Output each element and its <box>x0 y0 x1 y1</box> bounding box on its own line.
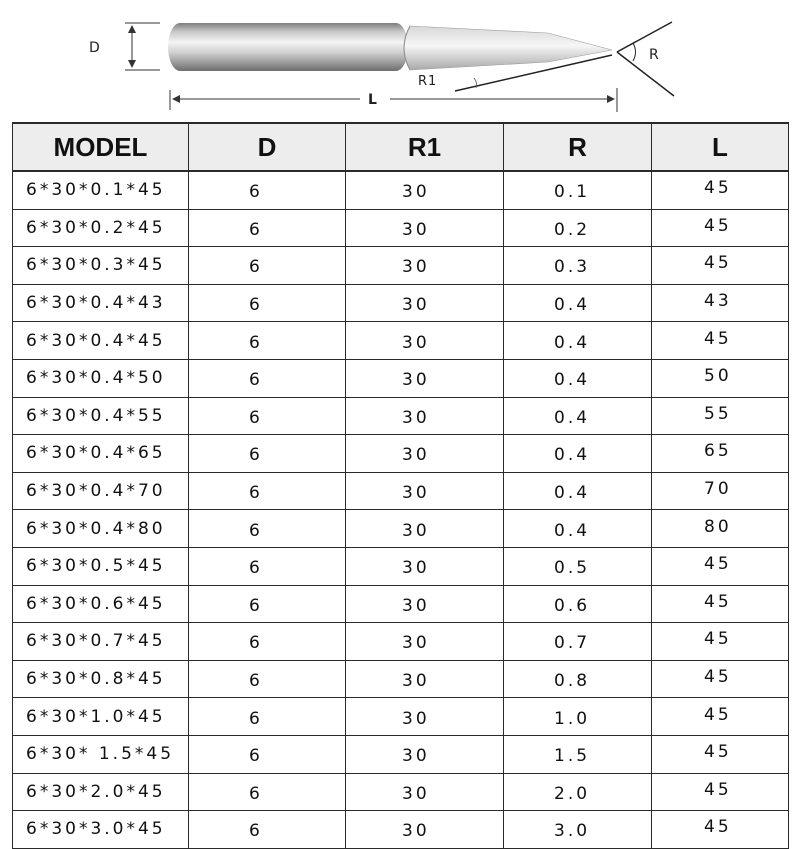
d-cell: 6 <box>189 322 346 360</box>
diameter-dimension <box>125 23 160 70</box>
model-cell: 6*30*0.4*65 <box>13 435 189 473</box>
d-cell: 6 <box>189 284 346 322</box>
l-cell: 45 <box>652 171 789 209</box>
r1-cell: 30 <box>346 547 504 585</box>
l-cell: 50 <box>652 359 789 397</box>
l-cell: 43 <box>652 284 789 322</box>
label-r: R <box>649 47 659 63</box>
model-cell: 6*30*2.0*45 <box>13 773 189 811</box>
table-row <box>13 698 789 736</box>
l-cell: 45 <box>652 698 789 736</box>
l-cell: 70 <box>652 472 789 510</box>
table-row <box>13 585 789 623</box>
model-cell: 6*30*3.0*45 <box>13 811 189 849</box>
model-cell: 6*30*0.4*50 <box>13 359 189 397</box>
table-row <box>13 397 789 435</box>
header-r: R <box>504 123 652 171</box>
l-cell: 45 <box>652 811 789 849</box>
model-cell: 6*30*0.2*45 <box>13 209 189 247</box>
spec-table <box>12 122 789 849</box>
table-row <box>13 247 789 285</box>
r-cell: 0.4 <box>504 284 652 322</box>
engraving-bit-diagram <box>0 0 800 120</box>
r1-cell: 30 <box>346 472 504 510</box>
d-cell: 6 <box>189 585 346 623</box>
r-cell: 0.8 <box>504 660 652 698</box>
d-cell: 6 <box>189 397 346 435</box>
model-cell: 6*30*0.1*45 <box>13 171 189 209</box>
table-row <box>13 811 789 849</box>
d-cell: 6 <box>189 660 346 698</box>
model-cell: 6*30*0.4*70 <box>13 472 189 510</box>
l-cell: 45 <box>652 547 789 585</box>
d-cell: 6 <box>189 171 346 209</box>
l-cell: 45 <box>652 585 789 623</box>
model-cell: 6*30*0.6*45 <box>13 585 189 623</box>
r-cell: 0.3 <box>504 247 652 285</box>
model-cell: 6*30*0.5*45 <box>13 547 189 585</box>
table-row <box>13 171 789 209</box>
model-cell: 6*30*0.3*45 <box>13 247 189 285</box>
d-cell: 6 <box>189 247 346 285</box>
d-cell: 6 <box>189 547 346 585</box>
table-row <box>13 472 789 510</box>
table-body <box>13 171 789 848</box>
header-model: MODEL <box>13 123 189 171</box>
r-cell: 0.2 <box>504 209 652 247</box>
d-cell: 6 <box>189 472 346 510</box>
label-l: L <box>368 92 377 108</box>
r-cell: 0.4 <box>504 359 652 397</box>
r-cell: 0.4 <box>504 435 652 473</box>
r-cell: 0.1 <box>504 171 652 209</box>
table-row <box>13 623 789 661</box>
table-row <box>13 735 789 773</box>
table-row <box>13 510 789 548</box>
r-cell: 0.4 <box>504 510 652 548</box>
l-cell: 45 <box>652 209 789 247</box>
d-cell: 6 <box>189 435 346 473</box>
l-cell: 45 <box>652 660 789 698</box>
l-cell: 45 <box>652 735 789 773</box>
r1-cell: 30 <box>346 698 504 736</box>
model-cell: 6*30*0.4*43 <box>13 284 189 322</box>
r1-cell: 30 <box>346 773 504 811</box>
r1-cell: 30 <box>346 284 504 322</box>
l-cell: 45 <box>652 247 789 285</box>
header-l: L <box>652 123 789 171</box>
l-cell: 45 <box>652 623 789 661</box>
r-cell: 3.0 <box>504 811 652 849</box>
table-row <box>13 773 789 811</box>
bit-tip <box>404 26 612 70</box>
d-cell: 6 <box>189 773 346 811</box>
r-cell: 2.0 <box>504 773 652 811</box>
d-cell: 6 <box>189 359 346 397</box>
header-d: D <box>189 123 346 171</box>
table-row <box>13 322 789 360</box>
r1-cell: 30 <box>346 623 504 661</box>
r1-cell: 30 <box>346 435 504 473</box>
r1-cell: 30 <box>346 359 504 397</box>
r1-cell: 30 <box>346 510 504 548</box>
r-cell: 1.0 <box>504 698 652 736</box>
label-d: D <box>89 40 100 56</box>
header-r1: R1 <box>346 123 504 171</box>
l-cell: 45 <box>652 773 789 811</box>
l-cell: 65 <box>652 435 789 473</box>
r1-cell: 30 <box>346 660 504 698</box>
r-angle-indicator <box>617 22 674 96</box>
table-row <box>13 209 789 247</box>
table-row <box>13 435 789 473</box>
model-cell: 6*30* 1.5*45 <box>13 735 189 773</box>
d-cell: 6 <box>189 510 346 548</box>
r-cell: 0.7 <box>504 623 652 661</box>
r1-cell: 30 <box>346 397 504 435</box>
bit-shank <box>168 23 408 71</box>
r-cell: 0.6 <box>504 585 652 623</box>
d-cell: 6 <box>189 698 346 736</box>
table-row <box>13 660 789 698</box>
table-header-row <box>13 123 789 171</box>
model-cell: 6*30*1.0*45 <box>13 698 189 736</box>
r1-cell: 30 <box>346 247 504 285</box>
l-cell: 45 <box>652 322 789 360</box>
r-cell: 0.4 <box>504 397 652 435</box>
table-row <box>13 359 789 397</box>
table-row <box>13 284 789 322</box>
l-cell: 55 <box>652 397 789 435</box>
model-cell: 6*30*0.4*45 <box>13 322 189 360</box>
label-r1: R1 <box>418 74 438 89</box>
table-row <box>13 547 789 585</box>
r1-cell: 30 <box>346 322 504 360</box>
r1-cell: 30 <box>346 735 504 773</box>
r1-cell: 30 <box>346 811 504 849</box>
model-cell: 6*30*0.4*55 <box>13 397 189 435</box>
d-cell: 6 <box>189 811 346 849</box>
model-cell: 6*30*0.4*80 <box>13 510 189 548</box>
d-cell: 6 <box>189 209 346 247</box>
length-dimension <box>170 88 617 112</box>
r-cell: 0.4 <box>504 472 652 510</box>
r-cell: 0.4 <box>504 322 652 360</box>
r1-cell: 30 <box>346 171 504 209</box>
model-cell: 6*30*0.8*45 <box>13 660 189 698</box>
d-cell: 6 <box>189 735 346 773</box>
model-cell: 6*30*0.7*45 <box>13 623 189 661</box>
r-cell: 0.5 <box>504 547 652 585</box>
d-cell: 6 <box>189 623 346 661</box>
l-cell: 80 <box>652 510 789 548</box>
r1-cell: 30 <box>346 209 504 247</box>
r1-cell: 30 <box>346 585 504 623</box>
r-cell: 1.5 <box>504 735 652 773</box>
